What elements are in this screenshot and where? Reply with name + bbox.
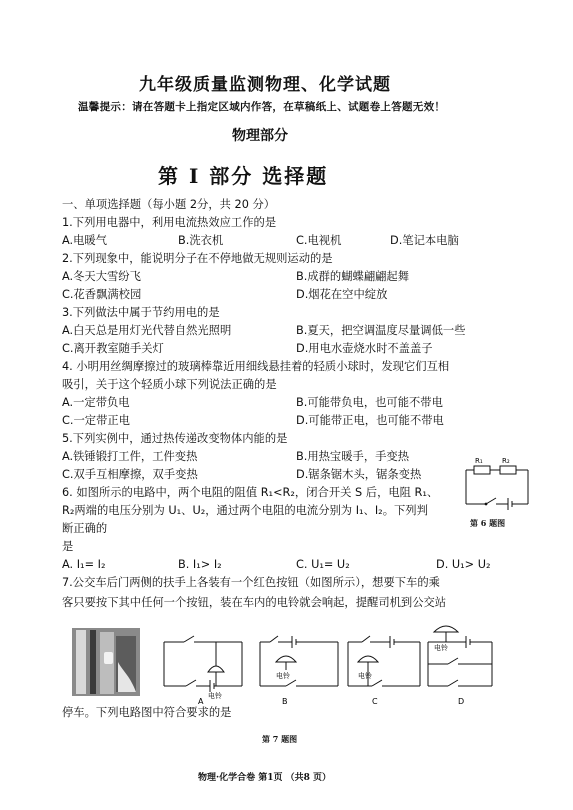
q3-option-d: D.用电水壶烧水时不盖盖子 (296, 342, 433, 355)
q4-option-c: C.一定带正电 (62, 414, 130, 427)
circuit-d (428, 626, 492, 686)
q2-option-c: C.花香飘满校园 (62, 288, 142, 301)
q1-stem: 1.下列用电器中，利用电流热效应工作的是 (62, 216, 277, 229)
q4-option-b: B.可能带负电，也可能不带电 (296, 396, 443, 409)
q3-option-a: A.白天总是用灯光代替自然光照明 (62, 324, 232, 337)
q3-stem: 3.下列做法中属于节约用电的是 (62, 306, 220, 319)
q5-option-a: A.铁锤锻打工件，工件变热 (62, 450, 198, 463)
q6-figure-caption: 第 6 题图 (470, 518, 506, 528)
q5-option-b: B.用热宝暖手，手变热 (296, 450, 410, 463)
bus-handrail-photo (72, 628, 140, 696)
q1-option-b: B.洗衣机 (178, 234, 224, 247)
circuit-d-label: D (458, 697, 465, 706)
q3-option-c: C.离开教室随手关灯 (62, 342, 164, 355)
q6-circuit-figure (460, 452, 534, 516)
q7-stem-line1: 7.公交车后门两侧的扶手上各装有一个红色按钮（如图所示），想要下车的乘 (62, 576, 440, 589)
q4-stem-line1: 4. 小明用丝绸摩擦过的玻璃棒靠近用细线悬挂着的轻质小球时，发现它们互相 (62, 360, 450, 373)
q4-option-a: A.一定带负电 (62, 396, 130, 409)
question-section-heading: 一、单项选择题（每小题 2分，共 20 分） (62, 198, 276, 211)
q4-stem-line2: 吸引，关于这个轻质小球下列说法正确的是 (62, 378, 277, 391)
part-title: 第 I 部分 选择题 (158, 164, 329, 188)
q6-stem-line2: R₂两端的电压分别为 U₁、U₂，通过两个电阻的电流分别为 I₁、I₂。下列判 (62, 504, 428, 517)
q6-r2-label: R₂ (502, 457, 510, 465)
circuit-a-label: A (198, 697, 204, 706)
q6-stem-line3: 断正确的 (62, 522, 108, 535)
q2-option-d: D.烟花在空中绽放 (296, 288, 388, 301)
circuit-a (164, 636, 242, 692)
q5-option-d: D.锯条锯木头，锯条变热 (296, 468, 422, 481)
circuit-c-label: C (372, 697, 378, 706)
q6-option-b: B. I₁> I₂ (178, 558, 222, 571)
circuit-b-bell-label: 电铃 (276, 672, 290, 680)
q1-option-d: D.笔记本电脑 (390, 234, 459, 247)
q3-option-b: B.夏天，把空调温度尽量调低一些 (296, 324, 466, 337)
q7-stem-line3: 停车。下列电路图中符合要求的是 (62, 706, 232, 719)
page-footer: 物理·化学合卷 第1页 （共8 页） (198, 773, 332, 783)
q1-option-a: A.电暖气 (62, 234, 108, 247)
q4-option-d: D.可能带正电，也可能不带电 (296, 414, 444, 427)
q6-stem-line1: 6. 如图所示的电路中，两个电阻的阻值 R₁<R₂，闭合开关 S 后，电阻 R₁、 (62, 486, 439, 499)
q6-stem-line4: 是 (62, 540, 74, 553)
q6-option-c: C. U₁= U₂ (296, 558, 350, 571)
circuit-b-label: B (282, 697, 288, 706)
q7-figure-caption: 第 7 题图 (262, 734, 298, 744)
circuit-d-bell-label: 电铃 (434, 644, 448, 652)
q6-option-a: A. I₁= I₂ (62, 558, 106, 571)
q5-stem: 5.下列实例中，通过热传递改变物体内能的是 (62, 432, 288, 445)
circuit-c-bell-label: 电铃 (358, 672, 372, 680)
exam-title: 九年级质量监测物理、化学试题 (139, 75, 391, 95)
q6-option-d: D. U₁> U₂ (436, 558, 491, 571)
section-title: 物理部分 (232, 128, 288, 144)
q2-option-a: A.冬天大雪纷飞 (62, 270, 141, 283)
q6-r1-label: R₁ (475, 457, 483, 465)
notice-text: 温馨提示：请在答题卡上指定区域内作答，在草稿纸上、试题卷上答题无效！ (78, 101, 446, 113)
circuit-a-bell-label: 电铃 (208, 692, 222, 700)
q7-stem-line2: 客只要按下其中任何一个按钮，装在车内的电铃就会响起，提醒司机到公交站 (62, 596, 447, 609)
q5-option-c: C.双手互相摩擦，双手变热 (62, 468, 198, 481)
q7-figure (72, 622, 512, 708)
q1-option-c: C.电视机 (296, 234, 342, 247)
circuit-b (260, 636, 338, 686)
q2-stem: 2.下列现象中，能说明分子在不停地做无规则运动的是 (62, 252, 333, 265)
q2-option-b: B.成群的蝴蝶翩翩起舞 (296, 270, 410, 283)
